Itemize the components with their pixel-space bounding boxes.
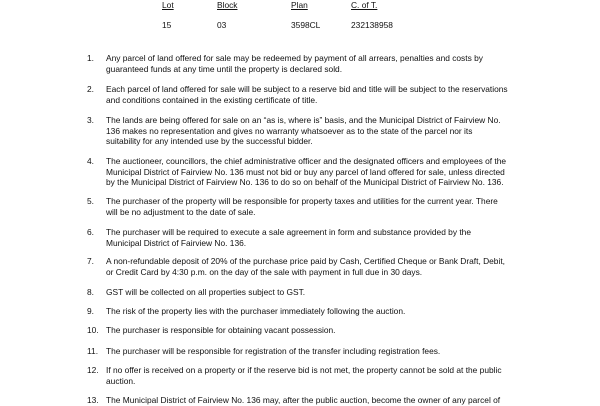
value-block: 03 <box>217 20 227 30</box>
condition-text <box>106 325 546 336</box>
condition-line: will be no adjustment to the date of sale. <box>106 206 256 217</box>
condition-line: A non-refundable deposit of 20% of the purchase price paid by Cash, Certified Cheque or Bank Draft, Debit, <box>106 256 505 266</box>
condition-line: by the Municipal District of Fairview No. 136 to do so on behalf of the Municipal District of Fairview No. 136. <box>106 177 504 187</box>
header-block: Block <box>217 0 238 10</box>
condition-text <box>106 156 546 188</box>
condition-text <box>106 227 546 248</box>
condition-text <box>106 365 546 386</box>
condition-number: 11. <box>87 346 99 356</box>
condition-line: The purchaser will be responsible for registration of the transfer including registration fees. <box>106 346 441 356</box>
condition-text <box>106 115 546 147</box>
condition-line: The risk of the property lies with the purchaser immediately following the auction. <box>106 306 406 316</box>
condition-line: The lands are being offered for sale on an “as is, where is” basis, and the Municipal District of Fairview No. <box>106 115 501 125</box>
condition-number: 6. <box>87 227 94 237</box>
condition-number: 4. <box>87 156 94 166</box>
condition-line: guaranteed funds at any time until the property is declared sold. <box>106 63 343 74</box>
condition-number: 5. <box>87 196 94 206</box>
property-table <box>0 0 600 40</box>
condition-line: If no offer is received on a property or if the reserve bid is not met, the property cannot be sold at the public <box>106 365 502 375</box>
condition-text <box>106 306 546 317</box>
value-plan: 3598CL <box>291 20 321 30</box>
header-certificate-of-title: C. of T. <box>351 0 378 10</box>
condition-number: 1. <box>87 53 94 63</box>
condition-line: Municipal District of Fairview No. 136 must not bid or buy any parcel of land offered for sale, unless directed <box>106 166 505 177</box>
condition-line: Each parcel of land offered for sale will be subject to a reserve bid and title will be subject to the reservations <box>106 84 508 94</box>
condition-text <box>106 53 546 74</box>
condition-text <box>106 346 546 357</box>
condition-line: auction. <box>106 375 136 386</box>
condition-line: Municipal District of Fairview No. 136. <box>106 237 247 248</box>
condition-text <box>106 287 546 298</box>
condition-number: 3. <box>87 115 94 125</box>
condition-line: The purchaser of the property will be responsible for property taxes and utilities for the current year. There <box>106 196 498 206</box>
condition-number: 13. <box>87 395 99 405</box>
condition-number: 12. <box>87 365 99 375</box>
condition-line: and conditions contained in the existing certificate of title. <box>106 94 318 105</box>
condition-number: 9. <box>87 306 94 316</box>
condition-line: GST will be collected on all properties subject to GST. <box>106 287 306 297</box>
condition-text <box>106 196 546 217</box>
header-plan: Plan <box>291 0 308 10</box>
condition-number: 2. <box>87 84 94 94</box>
condition-line: The Municipal District of Fairview No. 136 may, after the public auction, become the owner of any parcel of <box>106 395 501 405</box>
condition-line: suitability for any intended use by the successful bidder. <box>106 136 313 146</box>
value-lot: 15 <box>162 20 172 30</box>
value-certificate-of-title: 232138958 <box>351 20 393 30</box>
condition-line: The purchaser is responsible for obtaining vacant possession. <box>106 325 336 335</box>
condition-number: 8. <box>87 287 94 297</box>
condition-line: or Credit Card by 4:30 p.m. on the day of the sale with payment in full due in 30 days. <box>106 266 423 277</box>
condition-line: The auctioneer, councillors, the chief administrative officer and the designated officers and employees of the <box>106 156 507 166</box>
condition-line: Any parcel of land offered for sale may be redeemed by payment of all arrears, penalties and costs by <box>106 53 483 63</box>
condition-text <box>106 395 546 406</box>
condition-number: 7. <box>87 256 94 266</box>
condition-text <box>106 84 546 105</box>
condition-line: 136 makes no representation and gives no warranty whatsoever as to the state of the parcel nor its <box>106 125 473 136</box>
header-lot: Lot <box>162 0 174 10</box>
condition-text <box>106 256 546 277</box>
condition-line: The purchaser will be required to execute a sale agreement in form and substance provided by the <box>106 227 471 237</box>
condition-number: 10. <box>87 325 99 335</box>
